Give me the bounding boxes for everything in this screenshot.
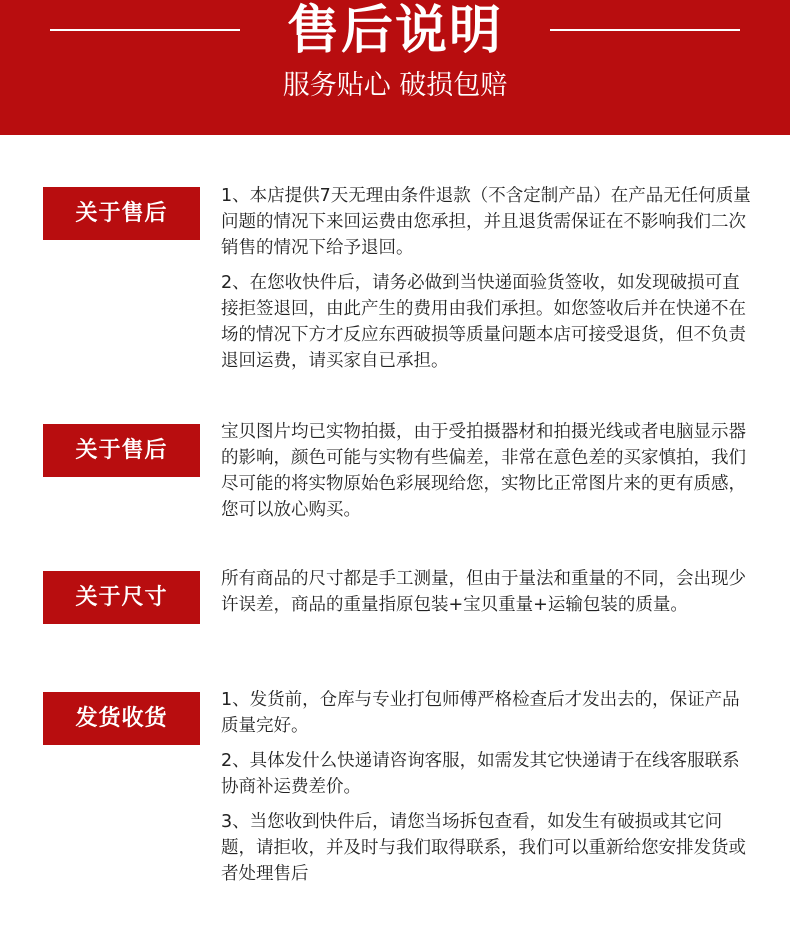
section-label-shipping: 发货收货 [43,692,200,745]
section-text-size [221,566,751,627]
paragraph: 宝贝图片均已实物拍摄，由于受拍摄器材和拍摄光线或者电脑显示器的影响，颜色可能与实物有些偏差，非常在意色差的买家慎拍，我们尽可能的将实物原始色彩展现给您，实物比正常图片来的更有质感，您可以放心购买。 [221,422,746,520]
paragraph: 2、具体发什么快递请咨询客服，如需发其它快递请于在线客服联系协商补运费差价。 [221,751,740,797]
section-text-after-sales [221,183,751,383]
section-text-photos [221,419,751,532]
section-label-size: 关于尺寸 [43,571,200,624]
page-title: 售后说明 [286,1,503,61]
section-text-shipping [221,687,751,896]
section-label-after-sales: 关于售后 [43,187,200,240]
page-subtitle: 服务贴心 破损包赔 [282,70,508,101]
paragraph: 所有商品的尺寸都是手工测量，但由于量法和重量的不同，会出现少许误差，商品的重量指原包装+宝贝重量+运输包装的质量。 [221,569,746,615]
paragraph: 1、本店提供7天无理由条件退款（不含定制产品）在产品无任何质量问题的情况下来回运费由您承担，并且退货需保证在不影响我们二次销售的情况下给予退回。 [221,186,751,258]
paragraph: 2、在您收快件后，请务必做到当快递面验货签收，如发现破损可直接拒签退回，由此产生的费用由我们承担。如您签收后并在快递不在场的情况下方才反应东西破损等质量问题本店可接受退货，但不负责退回运费，请买家自已承担。 [221,273,746,371]
section-label-after-sales-photos: 关于售后 [43,424,200,477]
header-banner [0,0,790,135]
paragraph: 1、发货前，仓库与专业打包师傅严格检查后才发出去的，保证产品质量完好。 [221,690,740,736]
paragraph: 3、当您收到快件后，请您当场拆包查看，如发生有破损或其它问题，请拒收，并及时与我们取得联系，我们可以重新给您安排发货或者处理售后 [221,812,746,884]
